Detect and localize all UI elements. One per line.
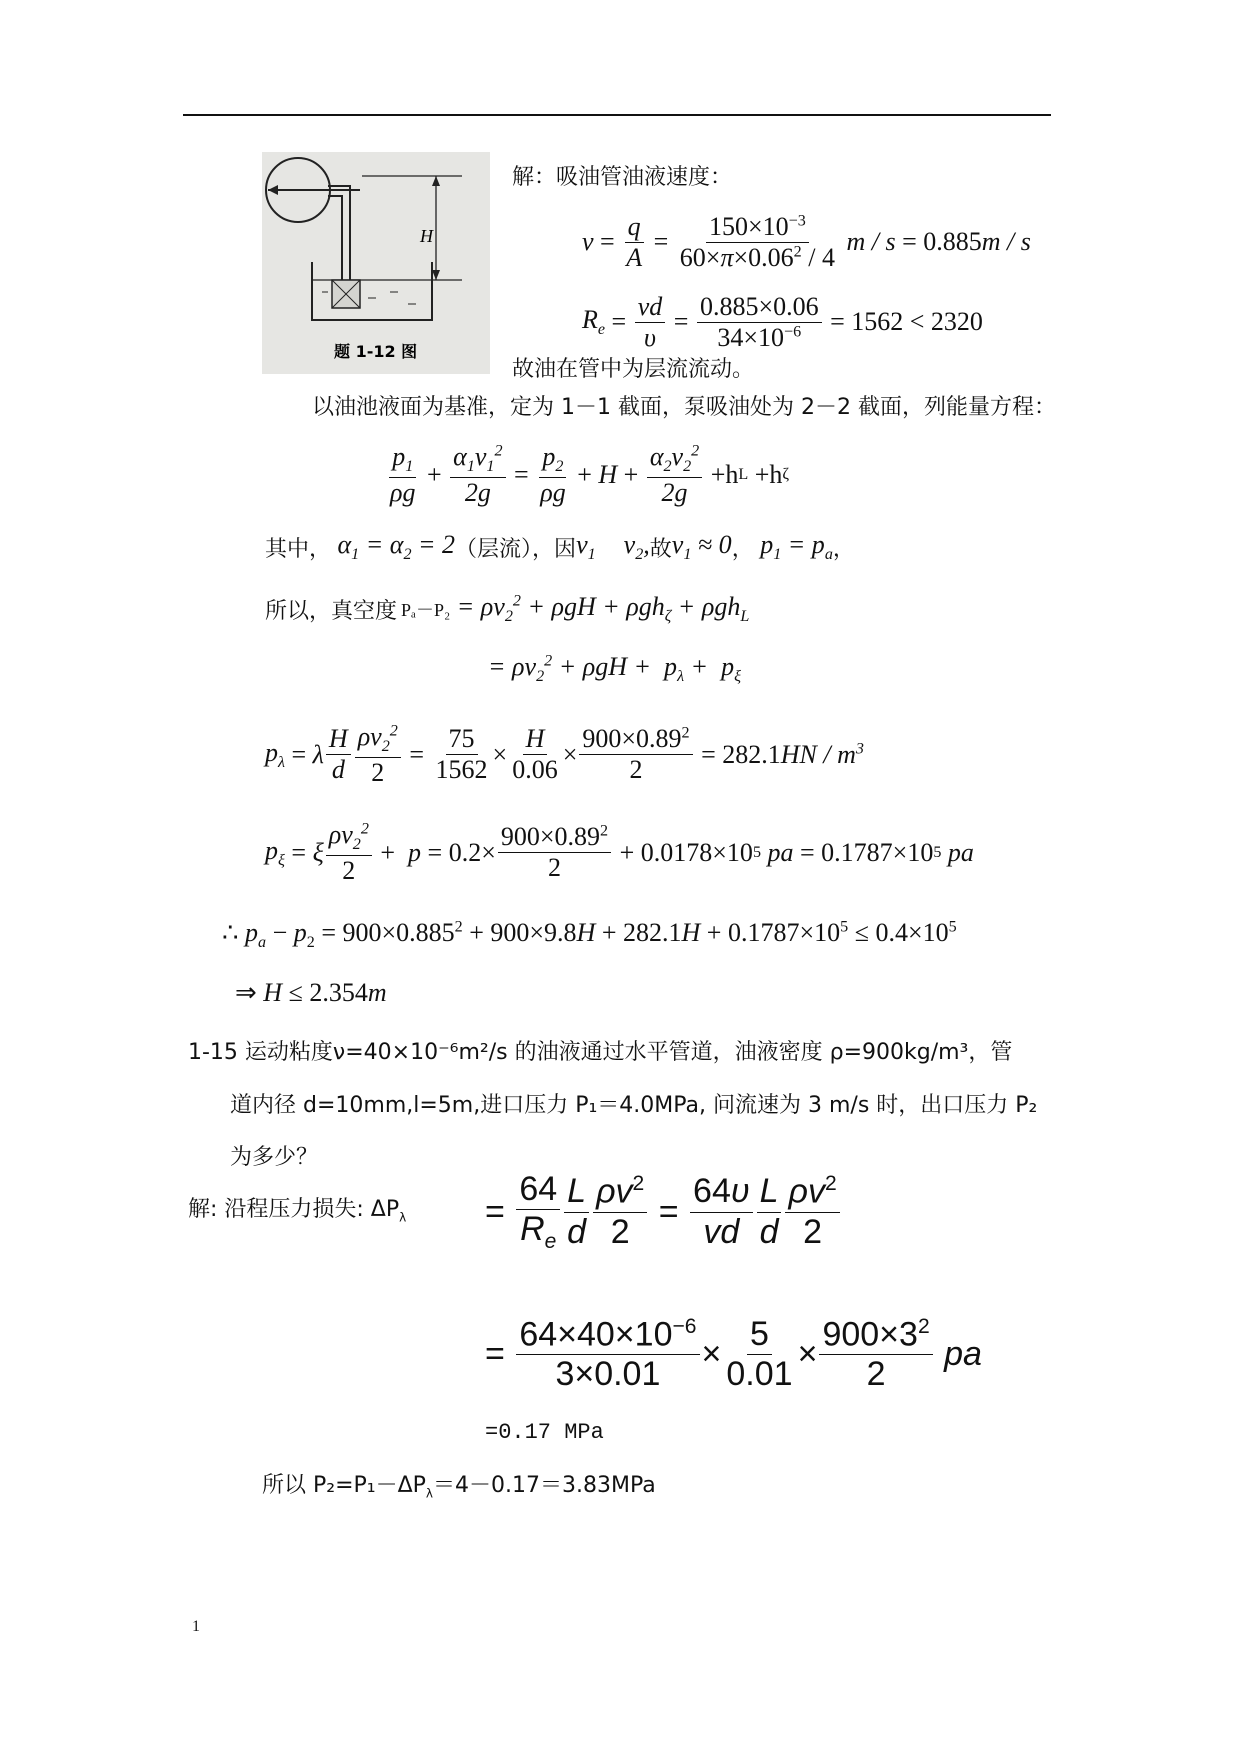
- page-number: 1: [192, 1618, 200, 1635]
- p-lambda-equation: $p_\lambda$ = λ $\frac{H}{d}$ $\frac{\rho v_2^2}{2}$ = $\frac{75}{1562}$ × $\frac{H}{0.06}$ × $\frac{900\times 0.89^2}{2}$ = 282.1 HN / $m^3$: [265, 722, 864, 787]
- vacuum-prefix: 所以，真空度: [265, 598, 398, 624]
- label-H: H: [420, 226, 433, 246]
- therefore-line: ∴ $p_a - p_2 = 900\times 0.885^2 + 900\times 9.8H + 282.1H + 0.1787\times 10^5 \le 0.4\times 10^5$: [222, 918, 957, 952]
- problem-1-15-line-1: 1-15 运动粘度ν=40×10⁻⁶m²/s 的油液通过水平管道，油液密度 ρ=900kg/m³，管: [188, 1040, 1013, 1065]
- sol1-title: 解：吸油管油液速度：: [512, 165, 733, 190]
- where-end: 故: [649, 536, 672, 562]
- sol2-prefix: 解: 沿程压力损失: $\Delta P_\lambda$: [188, 1197, 407, 1225]
- pressure-loss-equation: = $\frac{64}{R_e}$ $\frac{L}{d}$ $\frac{\rho v^2}{2}$ = $\frac{64\upsilon}{vd}$ $\frac{L}{d}$ $\frac{\rho v^2}{2}$: [485, 1170, 842, 1254]
- sol1-conclusion: 故油在管中为层流流动。: [512, 357, 755, 382]
- pump-suction-diagram: [262, 152, 490, 374]
- figure-1-12: [262, 152, 490, 374]
- p-xi-equation: $p_\xi$ = ξ $\frac{\rho v_2^2}{2}$ + p = 0.2× $\frac{900\times 0.89^2}{2}$ + 0.0178×10 5 pa = 0.1787×10 5 pa: [265, 820, 974, 885]
- energy-equation: $\frac{p_1}{\rho g}$ + $\frac{\alpha_1v_1^2}{2g}$ = $\frac{p_2}{\rho g}$ + H + $\frac{\alpha_2v_2^2}{2g}$ +h L +h ζ: [390, 442, 790, 507]
- reynolds-equation: $R_e$ = $\frac{vd}{\upsilon}$ = $\frac{0.885\times 0.06}{34\times 10^{-6}}$ = 1562 < 2320: [582, 292, 983, 352]
- problem-1-15-line-2: 道内径 d=10mm,l=5m,进口压力 P₁＝4.0MPa, 问流速为 3 m/s 时，出口压力 P₂: [230, 1093, 1038, 1118]
- vacuum-line-2: = $\rho v_2^2 + \rho gH + p_\lambda + p_\xi$: [488, 652, 741, 686]
- where-line: 其中， $\alpha_1 = \alpha_2 = 2$ （层流），因 $v_1$ $v_2$, 故 $v_1 \approx 0$ ， $p_1 = p_a$ ，: [265, 530, 855, 564]
- figure-caption: 题 1-12 图: [334, 342, 418, 361]
- velocity-equation: v = $\frac{q}{A}$ = $\frac{150\times 10^{-3}}{60\times\pi\times 0.06^2 / 4}$ m / s = 0.885 m / s: [582, 212, 1031, 272]
- sol1-intro: 以油池液面为基准，定为 1－1 截面，泵吸油处为 2－2 截面，列能量方程：: [312, 395, 1056, 420]
- pressure-loss-value: =0.17 MPa: [485, 1420, 604, 1445]
- header-rule: [183, 114, 1051, 116]
- where-prefix: 其中，: [265, 536, 332, 562]
- problem-1-15-line-3: 为多少？: [230, 1145, 319, 1170]
- sol2-final: 所以 $P_2=P_1-\Delta P_\lambda=4-0.17=3.83MPa$: [262, 1473, 656, 1501]
- vacuum-label: Pₐ－P₂: [401, 600, 451, 621]
- pressure-loss-substitution: = $\frac{64\times 40\times 10^{-6}}{3\times 0.01}$ × $\frac{5}{0.01}$ × $\frac{900\times 3^2}{2}$ pa: [485, 1315, 982, 1394]
- where-mid: （层流），因: [455, 536, 577, 562]
- vacuum-line: 所以，真空度 Pₐ－P₂ = $\rho v_2^2 + \rho gH + \rho gh_\zeta + \rho gh_L$: [265, 592, 750, 626]
- result-line: ⇒ H ≤ 2.354m: [235, 978, 387, 1007]
